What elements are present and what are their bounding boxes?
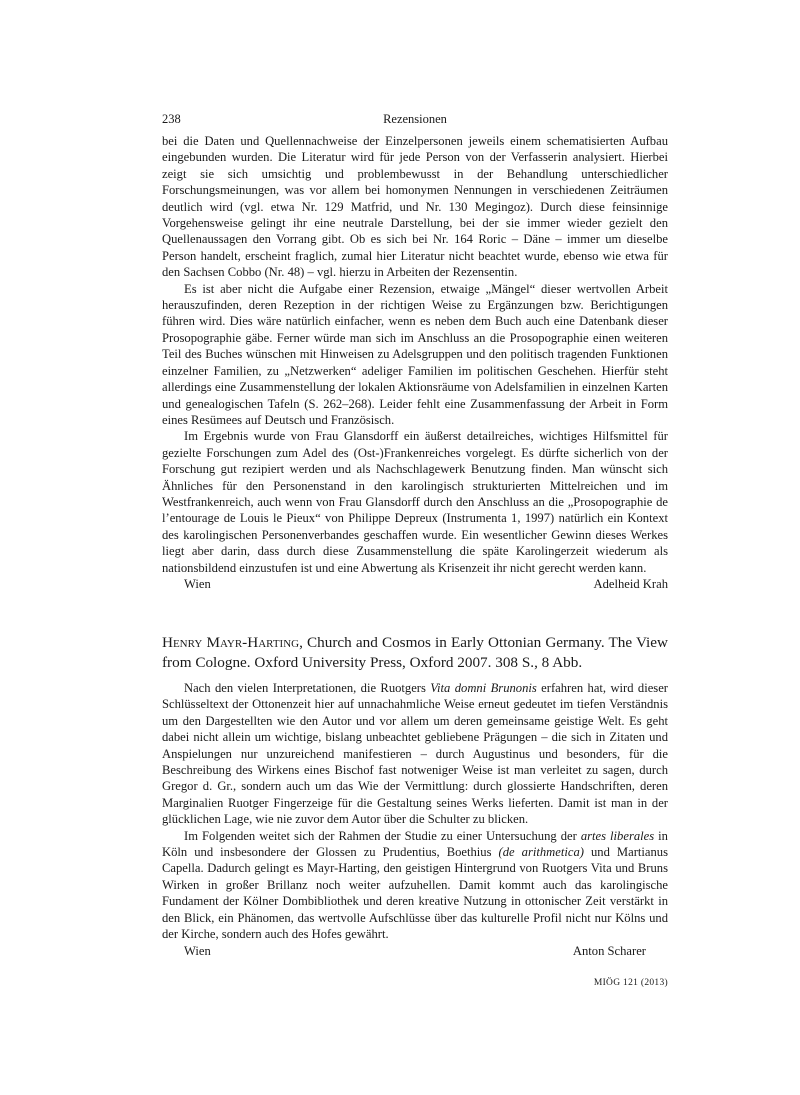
entry-details: , Church and Cosmos in Early Ottonian Germany. The View from Cologne. Oxford University Press, Oxford 2007. 308 S., 8 Abb.	[162, 634, 668, 671]
text-run: Im Folgenden weitet sich der Rahmen der Studie zu einer Untersuchung der	[184, 828, 581, 843]
paragraph: Es ist aber nicht die Aufgabe einer Rezension, etwaige „Mängel“ dieser wertvollen Arbeit herauszufinden, deren Rezeption in der richtigen Weise zu Ergänzungen bzw. Berichtigungen führen wird. Dies wäre natürlich einfacher, wenn es neben dem Buch auch eine Datenbank dieser Prosopographie gäbe. Ferner würde man sich im Anschluss an die Prosopographie einen weiteren Teil des Buches wünschen mit Hinweisen zu Adelsgruppen und den politisch tragenden Funktionen einzelner Familien, zu „Netzwerken“ adeliger Familien im politischen Geschehen. Hierfür steht allerdings eine Zusammenstellung der lokalen Aktionsräume von Adelsfamilien in einzelnen Karten und genealogischen Tafeln (S. 262–268). Leider fehlt eine Zusammenfassung der Arbeit in Form eines Resümees auf Deutsch und Französisch.	[162, 281, 668, 427]
bibliographic-entry	[162, 633, 668, 673]
paragraph: bei die Daten und Quellennachweise der Einzelpersonen jeweils einem schematisierten Aufbau eingebunden wurden. Die Literatur wird für jede Person von der Verfasserin analysiert. Hierbei zeigt sie sich umsichtig und problembewusst in der Behandlung unterschiedlicher Forschungsmeinungen, was vor allem bei homonymen Nennungen in verschiedenen Zeiträumen deutlich wird (vgl. etwa Nr. 129 Matfrid, und Nr. 130 Megingoz). Durch diese feinsinnige Vorgehensweise gelingt ihr eine neutrale Darstellung, bei der sie immer wieder gezielt den Quellenaussagen den Vorrang gibt. Ob es sich bei Nr. 164 Roric – Däne – immer um dieselbe Person handelt, erscheint fraglich, zumal hier Literatur nicht beachtet wurde, ebenso wie etwa für den Sachsen Cobbo (Nr. 48) – vgl. hierzu in Arbeiten der Rezensentin.	[162, 134, 668, 280]
page-number: 238	[162, 112, 181, 126]
review-body	[162, 680, 668, 959]
text-run: Nach den vielen Interpretationen, die Ruotgers	[184, 681, 431, 695]
work-title: Vita domni Brunonis	[430, 681, 537, 695]
signature-place: Wien	[184, 576, 211, 591]
paragraph	[162, 828, 668, 943]
running-title: Rezensionen	[383, 112, 447, 126]
text-run: erfahren hat, wird dieser Schlüsseltext der Ottonenzeit hier auf unnachahmliche Weise erneut gedeutet im tiefen Verständnis um den Dargestellten wie den Autor und vor allem um deren gemeinsame geistige Welt. Es geht dabei nicht allein um wichtige, bislang unbeachtet gebliebene Prägungen – die sich in Zitaten und Anspielungen nur unzureichend manifestieren – durch Augustinus und besonders, für die Beschreibung des Wirkens eines Bischof fast notweniger Weise ist man verleitet zu sagen, durch Gregor d. Gr., sondern auch um das Wie der Vermittlung: durch glossierte Handschriften, deren Marginalien Ruotger Fingerzeige für die Gestaltung seines Werks lieferten. Damit ist man in der glücklichen Lage, wie nie zuvor dem Autor über die Schulter zu blicken.	[162, 681, 668, 827]
review-signature	[162, 576, 668, 592]
review-signature	[162, 943, 668, 959]
paragraph	[162, 680, 668, 828]
text-run: und Martianus Capella. Dadurch gelingt es Mayr-Harting, den geistigen Hintergrund von Ruotgers Vita und Bruns Wirken in großer Brillanz noch weiter aufzuhellen. Damit kommt auch das karolingische Fundament der Kölner Dombibliothek und deren kreative Nutzung in ottonischer Zeit verstärkt in den Blick, ein Phänomen, das wertvolle Aufschlüsse über das kulturelle Profil nicht nur Kölns und der Kirche, sondern auch des Hofes gewährt.	[162, 845, 668, 942]
latin-term: (de arithmetica)	[498, 845, 584, 860]
text-run: in Köln und insbesondere der Glossen zu Prudentius, Boethius	[162, 828, 668, 860]
signature-reviewer: Adelheid Krah	[593, 576, 668, 591]
journal-footer: MIÖG 121 (2013)	[593, 978, 668, 988]
page-header	[162, 111, 668, 127]
review-continuation	[162, 133, 668, 592]
latin-term: artes liberales	[580, 828, 655, 843]
signature-place: Wien	[184, 943, 211, 958]
entry-author: Henry Mayr-Harting	[162, 634, 300, 651]
signature-reviewer: Anton Scharer	[572, 943, 646, 958]
paragraph: Im Ergebnis wurde von Frau Glansdorff ein äußerst detailreiches, wichtiges Hilfsmittel für gezielte Forschungen zum Adel des (Ost-)Frankenreiches vorgelegt. Es dürfte sicherlich von der Forschung gut rezipiert werden und als Nachschlagewerk Benutzung finden. Man wünscht sich Ähnliches für den Personenstand in den karolingisch strukturierten Mittelreichen und im Westfrankenreich, auch wenn von Frau Glansdorff durch den Anschluss an die „Prosopographie de l’entourage de Louis le Pieux“ von Philippe Depreux (Instrumenta 1, 1997) natürlich ein Kontext des karolingischen Personenverbandes geschaffen wurde. Ein wesentlicher Gewinn dieses Werkes liegt aber darin, dass durch diese Zusammenstellung die späte Karolingerzeit wiederum als nationsbildend einzustufen ist und eine Abwertung als Krisenzeit ihr nicht gerecht werden kann.	[162, 429, 668, 575]
